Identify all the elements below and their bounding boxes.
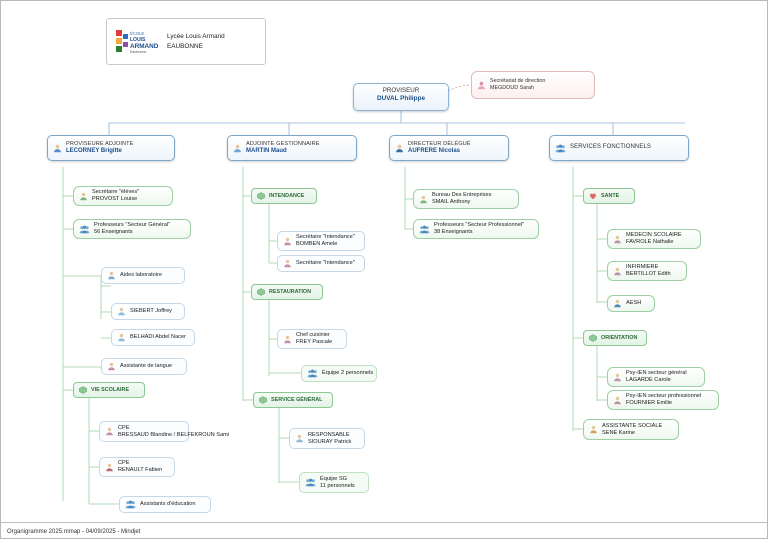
chef-cuisinier-name: FREY Pascale [296, 339, 333, 345]
person-icon [79, 192, 88, 201]
person-icon [613, 235, 622, 244]
group-icon [79, 225, 90, 234]
tag-icon [257, 288, 265, 296]
school-logo-icon [115, 26, 159, 58]
infirmiere-title: INFIRMIERE [626, 264, 659, 271]
assistante-langue-title: Assistante de langue [120, 363, 172, 370]
group-icon [419, 225, 430, 234]
siebert-name: SIEBERT Joffrey [130, 308, 172, 315]
tag-icon [257, 192, 265, 200]
footer-divider [1, 522, 767, 523]
service-general-title: SERVICE GÉNÉRAL [271, 396, 323, 403]
adjointe-gestionnaire-name: MARTIN Maud [246, 147, 287, 154]
node-assistants-education[interactable] [119, 496, 211, 513]
heart-icon [589, 192, 597, 200]
node-belhadi[interactable] [111, 329, 195, 346]
adjointe-gestionnaire-title: ADJOINTE GESTIONNAIRE [246, 140, 320, 147]
node-intendance[interactable] [251, 188, 317, 204]
node-adjointe-gestionnaire[interactable] [227, 135, 357, 161]
medecin-scolaire-title: MEDECIN SCOLAIRE [626, 232, 682, 239]
node-assistante-langue[interactable] [101, 358, 187, 375]
professeurs-pro-count: 38 Enseignants [434, 229, 473, 235]
node-vie-scolaire[interactable] [73, 382, 145, 398]
psyen-pro-name: FOURNIER Emilie [626, 400, 672, 406]
equipe-sg-title: Équipe SG [320, 475, 348, 482]
node-service-general[interactable] [253, 392, 333, 408]
node-proviseure-adjointe[interactable] [47, 135, 175, 161]
bureau-entreprises-name: SMAIL Anthony [432, 199, 471, 205]
proviseur-title: PROVISEUR [382, 87, 420, 94]
person-icon [283, 237, 292, 246]
belhadi-name: BELHADI Abdel Nacer [130, 334, 186, 341]
services-fonctionnels-title: SERVICES FONCTIONNELS [570, 144, 652, 151]
secretariat-direction-name: MEGDOUD Sarah [490, 85, 535, 91]
node-cpe-2[interactable] [99, 457, 175, 477]
node-bureau-des-entreprises[interactable] [413, 189, 519, 209]
psyen-general-title: Psy-IEN secteur général [626, 370, 687, 377]
chef-cuisinier-title: Chef cuisinier [296, 332, 330, 339]
cpe1-name: BRESSAUD Blandine / BELFEKROUN Sami [118, 431, 229, 438]
svg-text:LOUIS: LOUIS [130, 36, 146, 43]
sante-title: SANTE [601, 192, 620, 199]
group-icon [555, 144, 566, 153]
cpe2-title: CPE [118, 460, 130, 467]
person-icon [613, 299, 622, 308]
node-proviseur[interactable] [353, 83, 449, 111]
person-icon [233, 144, 242, 153]
medecin-scolaire-name: FAVROLE Nathalie [626, 239, 674, 245]
node-directeur-delegue[interactable] [389, 135, 509, 161]
professeurs-general-count: 56 Enseignants [94, 229, 133, 235]
node-assistante-sociale[interactable] [583, 419, 679, 440]
node-restauration[interactable] [251, 284, 323, 300]
school-name [167, 32, 225, 51]
secretaire-eleves-title: Secrétaire "élèves" [92, 189, 140, 196]
secretaire-intendance1-name: BOMBEN Amele [296, 241, 338, 247]
node-services-fonctionnels[interactable] [549, 135, 689, 161]
node-chef-cuisinier[interactable] [277, 329, 347, 349]
person-icon [295, 434, 304, 443]
directeur-delegue-title: DIRECTEUR DÉLÉGUÉ [408, 140, 471, 147]
bureau-entreprises-title: Bureau Des Entreprises [432, 192, 492, 199]
psyen-general-name: LAGARDE Carole [626, 377, 671, 383]
responsable-sg-title: RESPONSABLE [308, 431, 350, 438]
cpe1-title: CPE [118, 424, 130, 431]
equipe-sg-count: 11 personnels [320, 482, 355, 489]
person-icon [613, 267, 622, 276]
person-icon [53, 144, 62, 153]
node-orientation[interactable] [583, 330, 647, 346]
infirmiere-name: BERTILLOT Edith [626, 271, 671, 277]
intendance-title: INTENDANCE [269, 192, 305, 199]
proviseur-name: DUVAL Philippe [376, 94, 426, 102]
node-professeurs-secteur-professionnel[interactable] [413, 219, 539, 239]
node-equipe-sg[interactable] [299, 472, 369, 493]
person-icon [589, 425, 598, 434]
person-icon [105, 463, 114, 472]
node-secretaire-eleves[interactable] [73, 186, 173, 206]
person-icon [283, 259, 292, 268]
equipe2-title: Équipe 2 personnels [322, 370, 374, 377]
group-icon [125, 500, 136, 509]
person-icon [419, 195, 428, 204]
aides-laboratoire-title: Aides laboratoire [120, 272, 162, 279]
node-psyen-secteur-professionnel[interactable] [607, 390, 719, 410]
tag-icon [259, 396, 267, 404]
node-aesh[interactable] [607, 295, 655, 312]
proviseure-adjointe-title: PROVISEURE ADJOINTE [66, 140, 134, 147]
node-infirmiere[interactable] [607, 261, 687, 281]
node-sante[interactable] [583, 188, 635, 204]
school-name-line1: Lycée Louis Armand [167, 33, 225, 41]
person-pink-icon [477, 81, 486, 90]
node-medecin-scolaire[interactable] [607, 229, 701, 249]
professeurs-pro-title: Professeurs "Secteur Professionnel" [434, 222, 525, 229]
node-secretaire-intendance-1[interactable] [277, 231, 365, 251]
person-icon [107, 271, 116, 280]
node-responsable-sg[interactable] [289, 428, 365, 449]
person-icon [395, 144, 404, 153]
person-icon [117, 333, 126, 342]
svg-text:ÉCOLE: ÉCOLE [130, 30, 145, 36]
node-secretaire-intendance-2[interactable] [277, 255, 365, 272]
node-secretariat-direction[interactable] [471, 71, 595, 99]
aesh-title: AESH [626, 300, 642, 307]
group-icon [307, 369, 318, 378]
responsable-sg-name: SIOURAY Patrick [308, 438, 352, 445]
node-aides-laboratoire[interactable] [101, 267, 185, 284]
node-psyen-secteur-general[interactable] [607, 367, 705, 387]
node-equipe-2-personnels[interactable] [301, 365, 377, 382]
assistante-sociale-name: SENE Karine [602, 429, 635, 436]
secretaire-intendance2-title: Secrétaire "Intendance" [296, 260, 355, 267]
node-professeurs-secteur-general[interactable] [73, 219, 191, 239]
group-icon [305, 478, 316, 487]
node-cpe-1[interactable] [99, 421, 229, 442]
secretaire-eleves-name: PROVOST Louise [92, 196, 138, 202]
person-icon [283, 335, 292, 344]
secretariat-direction-title: Secrétariat de direction [490, 78, 546, 85]
vie-scolaire-title: VIE SCOLAIRE [91, 386, 130, 393]
person-icon [107, 362, 116, 371]
person-icon [105, 427, 114, 436]
assistants-education-title: Assistants d'éducation [140, 501, 196, 508]
person-icon [117, 307, 126, 316]
school-logo-box [106, 18, 266, 65]
cpe2-name: RENAULT Fabien [118, 467, 163, 473]
secretaire-intendance1-title: Secrétaire "Intendance" [296, 234, 355, 241]
svg-text:ARMAND: ARMAND [130, 42, 159, 50]
psyen-pro-title: Psy-IEN secteur professionnel [626, 393, 702, 400]
assistante-sociale-title: ASSISTANTE SOCIALE [602, 422, 663, 429]
tag-icon [589, 334, 597, 342]
directeur-delegue-name: AUFRERE Nicolas [408, 147, 461, 154]
person-icon [613, 396, 622, 405]
proviseure-adjointe-name: LECORNEY Brigitte [66, 147, 122, 154]
person-icon [613, 373, 622, 382]
tag-icon [79, 386, 87, 394]
restauration-title: RESTAURATION [269, 288, 312, 295]
footer-text: Organigramme 2025.mmap - 04/09/2025 - Mindjet [7, 529, 141, 535]
node-siebert[interactable] [111, 303, 185, 320]
orientation-title: ORIENTATION [601, 334, 638, 341]
professeurs-general-title: Professeurs "Secteur Général" [94, 222, 171, 229]
svg-text:Eaubonne: Eaubonne [130, 49, 147, 54]
school-name-line2: EAUBONNE [167, 42, 203, 50]
